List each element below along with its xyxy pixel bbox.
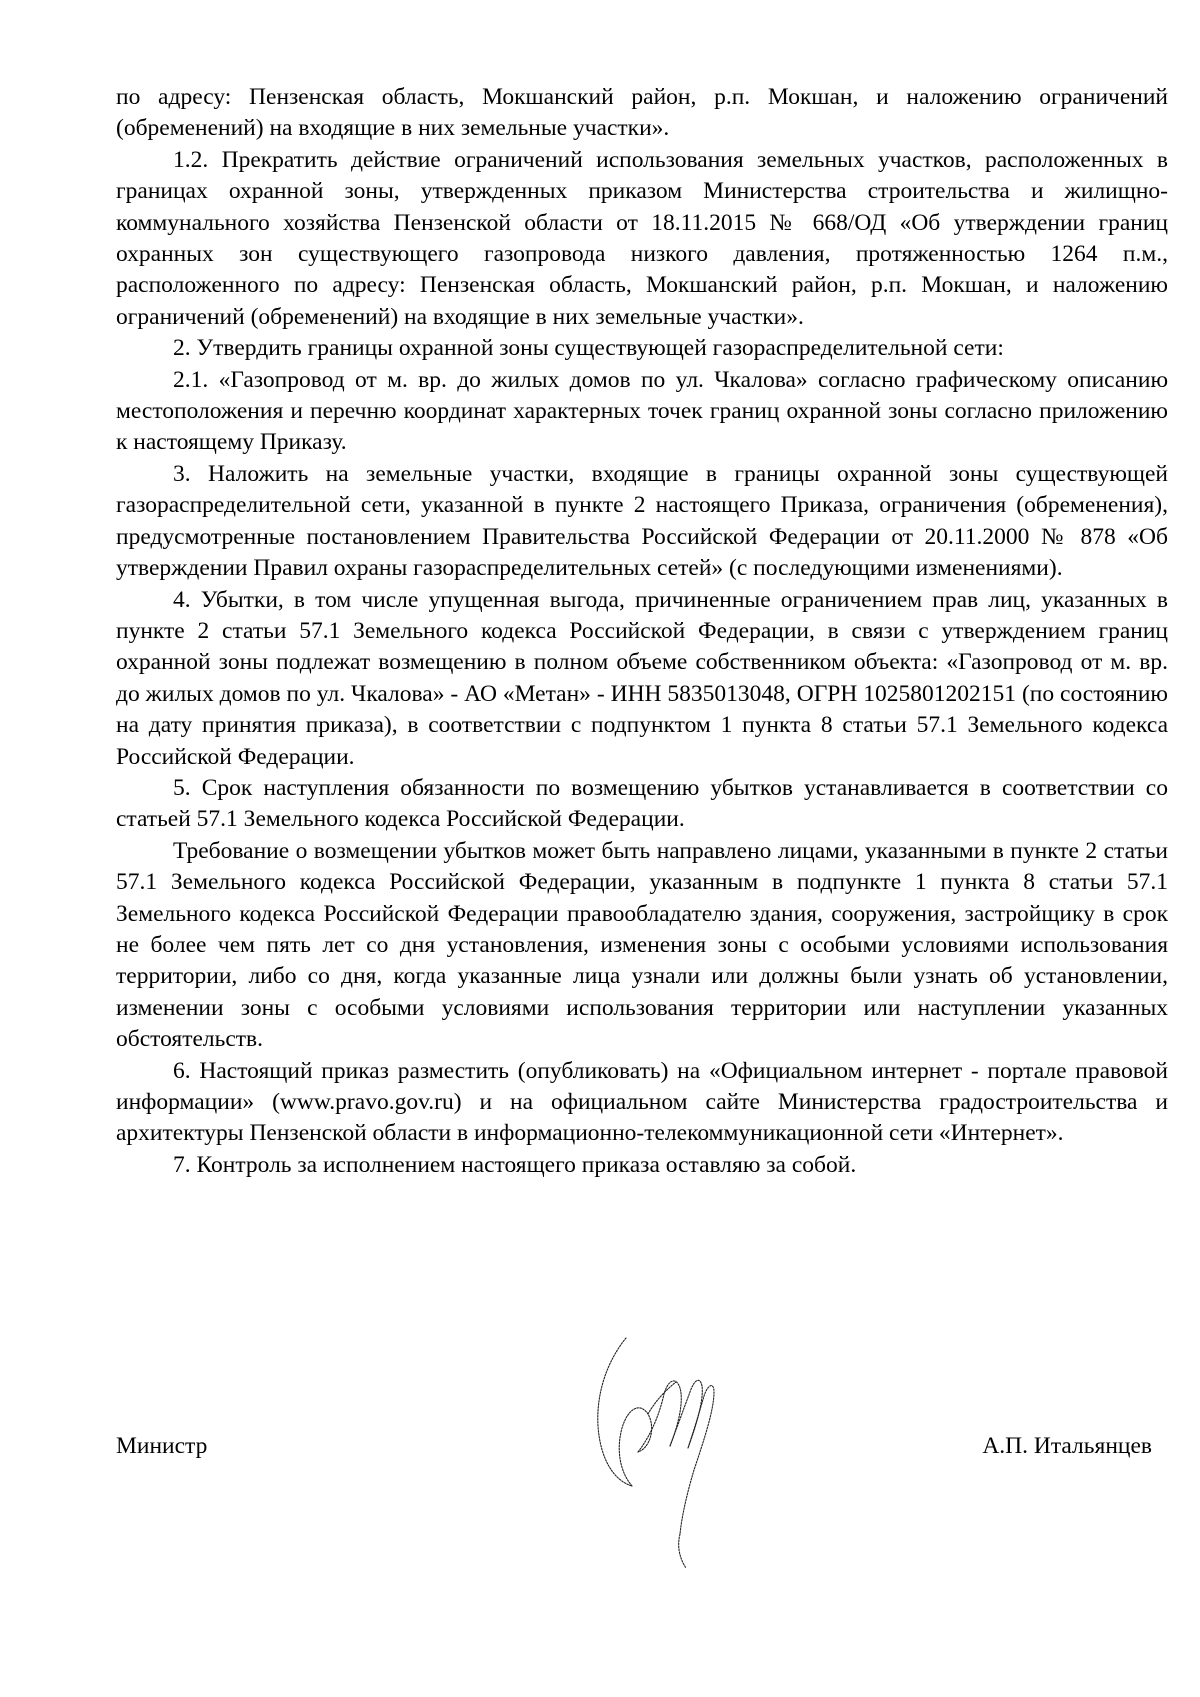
paragraph-continuation: по адресу: Пензенская область, Мокшанский район, р.п. Мокшан, и наложению ограничений (обременений) на входящие в них земельные участки». — [116, 84, 1168, 142]
paragraph-7: 7. Контроль за исполнением настоящего приказа оставляю за собой. — [173, 1151, 857, 1178]
paragraph-3: 3. Наложить на земельные участки, входящие в границы охранной зоны существующей газораспределительной сети, указанной в пункте 2 настоящего Приказа, ограничения (обременения), предусмотренные постановлением Правительства Российской Федерации от 20.11.2000 № 878 «Об утверждении Правил охраны газораспределительных сетей» (с последующими изменениями). — [116, 460, 1168, 582]
paragraph-1-2: 1.2. Прекратить действие ограничений использования земельных участков, расположенных в границах охранной зоны, утвержденных приказом Министерства строительства и жилищно-коммунального хозяйства Пензенской области от 18.11.2015 № 668/ОД «Об утверждении границ охранных зон существующего газопровода низкого давления, протяженностью 1264 п.м., расположенного по адресу: Пензенская область, Мокшанский район, р.п. Мокшан, и наложению ограничений (обременений) на входящие в них земельные участки». — [116, 146, 1168, 330]
signatory-position: Министр — [116, 1433, 208, 1459]
paragraph-2: 2. Утвердить границы охранной зоны существующей газораспределительной сети: — [173, 335, 1004, 362]
document-body — [116, 82, 1168, 1181]
paragraph-damages-claim: Требование о возмещении убытков может быть направлено лицами, указанными в пункте 2 статьи 57.1 Земельного кодекса Российской Федерации, указанным в подпункте 1 пункта 8 статьи 57.1 Земельного кодекса Российской Федерации правообладателю здания, сооружения, застройщику в срок не более чем пять лет со дня установления, изменения зоны с особыми условиями использования территории, либо со дня, когда указанные лица узнали или должны были узнать об установлении, изменении зоны с особыми условиями использования территории или наступлении указанных обстоятельств. — [116, 837, 1168, 1053]
paragraph-2-1: 2.1. «Газопровод от м. вр. до жилых домов по ул. Чкалова» согласно графическому описанию местоположения и перечню координат характерных точек границ охранной зоны согласно приложению к настоящему Приказу. — [116, 366, 1168, 456]
paragraph-5: 5. Срок наступления обязанности по возмещению убытков устанавливается в соответствии со статьей 57.1 Земельного кодекса Российской Федерации. — [116, 774, 1168, 833]
signatory-name: А.П. Итальянцев — [982, 1433, 1152, 1459]
paragraph-6: 6. Настоящий приказ разместить (опубликовать) на «Официальном интернет - портале правовой информации» (www.pravo.gov.ru) и на официальном сайте Министерства градостроительства и архитектуры Пензенской области в информационно-телекоммуникационной сети «Интернет». — [116, 1057, 1168, 1147]
paragraph-4: 4. Убытки, в том числе упущенная выгода, причиненные ограничением прав лиц, указанных в пункте 2 статьи 57.1 Земельного кодекса Российской Федерации, в связи с утверждением границ охранной зоны подлежат возмещению в полном объеме собственником объекта: «Газопровод от м. вр. до жилых домов по ул. Чкалова» - АО «Метан» - ИНН 5835013048, ОГРН 1025801202151 (по состоянию на дату принятия приказа), в соответствии с подпунктом 1 пункта 8 статьи 57.1 Земельного кодекса Российской Федерации. — [116, 586, 1168, 770]
handwritten-signature — [590, 1330, 790, 1570]
